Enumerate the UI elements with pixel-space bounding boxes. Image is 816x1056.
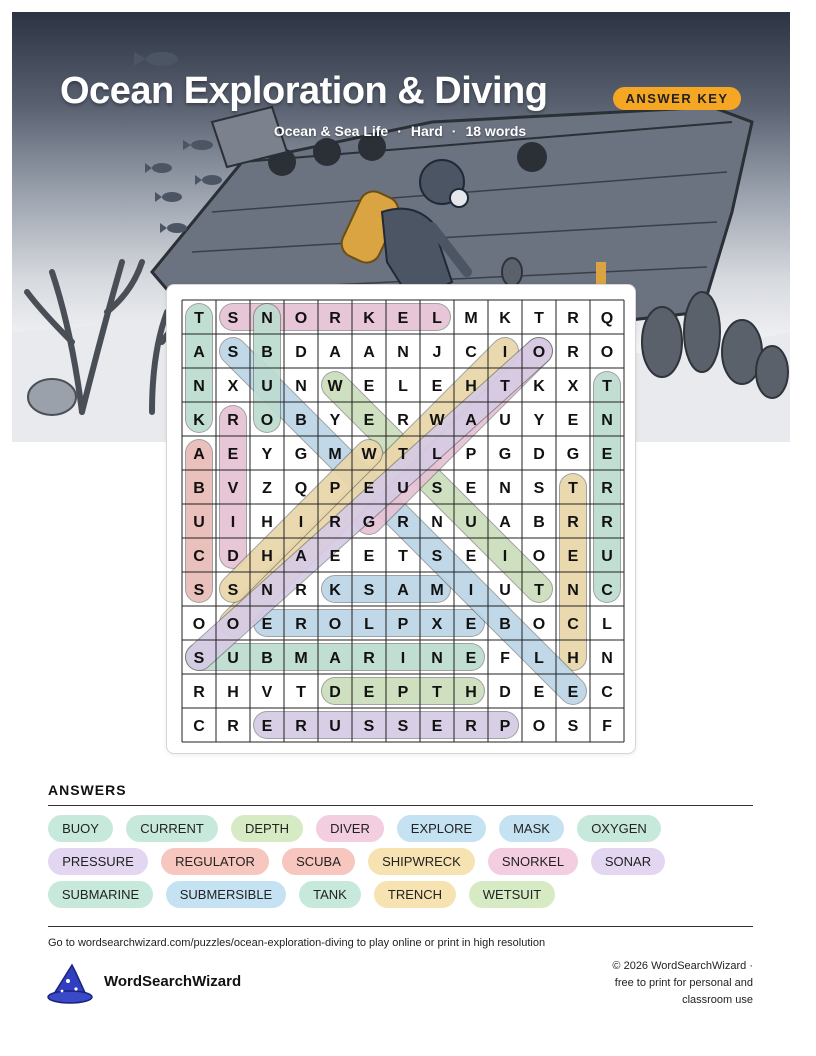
grid-cell-letter: D: [227, 548, 239, 565]
answer-pill-tank: TANK: [299, 881, 361, 908]
grid-cell-letter: I: [298, 514, 304, 531]
grid-cell-letter: M: [328, 446, 342, 463]
grid-cell-letter: K: [499, 310, 511, 327]
difficulty-label: Hard: [410, 123, 443, 139]
grid-cell-letter: B: [295, 412, 307, 429]
grid-cell-letter: R: [227, 412, 239, 429]
answer-pill-scuba: SCUBA: [282, 848, 355, 875]
grid-cell-letter: B: [193, 480, 205, 497]
grid-cell-letter: X: [567, 378, 579, 395]
grid-cell-letter: S: [227, 582, 239, 599]
separator-dot: ·: [451, 123, 457, 139]
grid-cell-letter: H: [227, 684, 239, 701]
wizard-hat-icon: [46, 963, 94, 1005]
answer-pill-explore: EXPLORE: [397, 815, 486, 842]
grid-cell-letter: R: [227, 718, 239, 735]
grid-cell-letter: A: [397, 582, 409, 599]
copyright-line: © 2026 WordSearchWizard ·: [612, 960, 753, 972]
grid-cell-letter: Q: [600, 310, 614, 327]
grid-cell-letter: Z: [262, 480, 272, 497]
puzzle-meta: [0, 123, 800, 139]
grid-cell-letter: C: [567, 616, 579, 633]
grid-cell-letter: F: [602, 718, 612, 735]
grid-cell-letter: M: [294, 650, 308, 667]
answer-pill-mask: MASK: [499, 815, 564, 842]
grid-cell-letter: I: [502, 344, 508, 361]
grid-cell-letter: P: [499, 718, 511, 735]
grid-cell-letter: H: [465, 684, 477, 701]
grid-cell-letter: R: [295, 616, 307, 633]
grid-cell-letter: Q: [294, 480, 308, 497]
grid-cell-letter: N: [397, 344, 409, 361]
grid-cell-letter: O: [532, 616, 546, 633]
grid-cell-letter: G: [498, 446, 512, 463]
grid-cell-letter: B: [499, 616, 511, 633]
answer-key-badge: ANSWER KEY: [613, 87, 741, 110]
word-count-label: 18 words: [465, 123, 527, 139]
grid-cell-letter: A: [295, 548, 307, 565]
copyright-line: classroom use: [682, 994, 753, 1006]
grid-cell-letter: L: [432, 446, 442, 463]
grid-cell-letter: H: [465, 378, 477, 395]
grid-cell-letter: F: [500, 650, 510, 667]
grid-cell-letter: L: [364, 616, 374, 633]
grid-cell-letter: W: [361, 446, 377, 463]
grid-cell-letter: C: [601, 582, 613, 599]
grid-cell-letter: S: [431, 548, 443, 565]
grid-cell-letter: D: [499, 684, 511, 701]
answer-pill-submarine: SUBMARINE: [48, 881, 153, 908]
grid-cell-letter: E: [431, 378, 443, 395]
grid-cell-letter: E: [465, 650, 477, 667]
grid-cell-letter: E: [465, 616, 477, 633]
grid-cell-letter: N: [295, 378, 307, 395]
grid-cell-letter: N: [431, 650, 443, 667]
grid-cell-letter: C: [465, 344, 477, 361]
grid-cell-letter: K: [329, 582, 341, 599]
grid-cell-letter: D: [533, 446, 545, 463]
grid-cell-letter: M: [430, 582, 444, 599]
answer-pill-current: CURRENT: [126, 815, 218, 842]
grid-cell-letter: O: [294, 310, 308, 327]
grid-cell-letter: E: [363, 480, 375, 497]
grid-cell-letter: M: [464, 310, 478, 327]
answer-pill-wetsuit: WETSUIT: [469, 881, 555, 908]
separator-dot: ·: [397, 123, 402, 139]
grid-cell-letter: I: [230, 514, 236, 531]
grid-cell-letter: O: [600, 344, 614, 361]
grid-cell-letter: S: [397, 718, 409, 735]
grid-cell-letter: E: [227, 446, 239, 463]
grid-cell-letter: E: [363, 378, 375, 395]
grid-cell-letter: T: [398, 446, 408, 463]
grid-cell-letter: E: [465, 548, 477, 565]
grid-cell-letter: N: [601, 650, 613, 667]
grid-cell-letter: T: [534, 310, 544, 327]
grid-cell-letter: I: [502, 548, 508, 565]
grid-cell-letter: N: [261, 310, 273, 327]
grid-cell-letter: T: [398, 548, 408, 565]
grid-cell-letter: R: [295, 718, 307, 735]
grid-cell-letter: U: [329, 718, 341, 735]
grid-cell-letter: D: [329, 684, 341, 701]
grid-cell-letter: U: [261, 378, 273, 395]
grid-cell-letter: E: [261, 718, 273, 735]
grid-cell-letter: U: [601, 548, 613, 565]
grid-cell-letter: R: [397, 514, 409, 531]
grid-cell-letter: N: [261, 582, 273, 599]
grid-cell-letter: U: [499, 412, 511, 429]
grid-cell-letter: T: [534, 582, 544, 599]
grid-cell-letter: O: [192, 616, 206, 633]
grid-cell-letter: I: [400, 650, 406, 667]
grid-cell-letter: X: [227, 378, 239, 395]
answer-pill-pressure: PRESSURE: [48, 848, 148, 875]
grid-cell-letter: N: [431, 514, 443, 531]
word-search-grid: [166, 284, 636, 754]
answer-pill-diver: DIVER: [316, 815, 384, 842]
grid-cell-letter: E: [363, 548, 375, 565]
grid-cell-letter: C: [193, 548, 205, 565]
grid-cell-letter: N: [193, 378, 205, 395]
grid-cell-letter: L: [398, 378, 408, 395]
grid-cell-letter: K: [363, 310, 375, 327]
grid-cell-letter: O: [260, 412, 274, 429]
grid-cell-letter: A: [329, 344, 341, 361]
answer-pill-sonar: SONAR: [591, 848, 665, 875]
grid-cell-letter: L: [602, 616, 612, 633]
grid-cell-letter: E: [567, 412, 579, 429]
grid-cell-letter: G: [294, 446, 308, 463]
grid-cell-letter: C: [193, 718, 205, 735]
grid-cell-letter: R: [601, 480, 613, 497]
grid-cell-letter: Y: [329, 412, 341, 429]
grid-cell-letter: T: [568, 480, 578, 497]
grid-cell-letter: K: [193, 412, 205, 429]
grid-cell-letter: S: [533, 480, 545, 497]
grid-cell-letter: U: [465, 514, 477, 531]
page-title: Ocean Exploration & Diving: [60, 70, 548, 112]
grid-cell-letter: A: [363, 344, 375, 361]
grid-cell-letter: G: [362, 514, 376, 531]
grid-cell-letter: S: [567, 718, 579, 735]
grid-cell-letter: E: [533, 684, 545, 701]
answer-pill-buoy: BUOY: [48, 815, 113, 842]
grid-cell-letter: R: [601, 514, 613, 531]
grid-cell-letter: B: [261, 650, 273, 667]
grid-cell-letter: P: [397, 684, 409, 701]
grid-cell-letter: S: [193, 650, 205, 667]
grid-cell-letter: S: [431, 480, 443, 497]
copyright-line: free to print for personal and: [614, 977, 753, 989]
grid-cell-letter: A: [465, 412, 477, 429]
answer-pill-snorkel: SNORKEL: [488, 848, 578, 875]
answer-pill-depth: DEPTH: [231, 815, 303, 842]
category-label: Ocean & Sea Life: [273, 123, 389, 139]
grid-cell-letter: E: [567, 684, 579, 701]
grid-cell-letter: J: [432, 344, 442, 361]
grid-cell-letter: K: [533, 378, 545, 395]
grid-cell-letter: H: [261, 514, 273, 531]
grid-cell-letter: U: [499, 582, 511, 599]
grid-cell-letter: R: [397, 412, 409, 429]
answer-pill-regulator: REGULATOR: [161, 848, 269, 875]
grid-cell-letter: R: [329, 310, 341, 327]
grid-cell-letter: E: [363, 412, 375, 429]
grid-cell-letter: X: [431, 616, 443, 633]
grid-cell-letter: H: [567, 650, 579, 667]
grid-canvas: [167, 285, 635, 753]
grid-cell-letter: U: [193, 514, 205, 531]
grid-cell-letter: S: [193, 582, 205, 599]
grid-cell-letter: E: [465, 480, 477, 497]
divider: [48, 926, 753, 927]
grid-cell-letter: L: [534, 650, 544, 667]
grid-cell-letter: O: [532, 548, 546, 565]
grid-cell-letter: W: [429, 412, 445, 429]
grid-cell-letter: Y: [261, 446, 273, 463]
grid-cell-letter: Y: [533, 412, 545, 429]
grid-cell-letter: E: [431, 718, 443, 735]
grid-cell-letter: P: [465, 446, 477, 463]
grid-cell-letter: A: [193, 446, 205, 463]
grid-cell-letter: O: [532, 344, 546, 361]
grid-cell-letter: T: [194, 310, 204, 327]
grid-cell-letter: S: [363, 582, 375, 599]
grid-cell-letter: L: [432, 310, 442, 327]
grid-cell-letter: P: [329, 480, 341, 497]
grid-cell-letter: S: [363, 718, 375, 735]
grid-cell-letter: N: [567, 582, 579, 599]
grid-cell-letter: H: [261, 548, 273, 565]
grid-cell-letter: I: [468, 582, 474, 599]
grid-cell-letter: C: [601, 684, 613, 701]
grid-cell-letter: U: [227, 650, 239, 667]
copyright-text: [553, 958, 753, 1009]
grid-cell-letter: E: [601, 446, 613, 463]
grid-cell-letter: R: [567, 344, 579, 361]
answer-pill-trench: TRENCH: [374, 881, 456, 908]
grid-cell-letter: B: [261, 344, 273, 361]
grid-cell-letter: V: [261, 684, 273, 701]
grid-cell-letter: O: [328, 616, 342, 633]
divider: [48, 805, 753, 806]
grid-cell-letter: A: [329, 650, 341, 667]
answer-pill-shipwreck: SHIPWRECK: [368, 848, 475, 875]
grid-cell-letter: E: [567, 548, 579, 565]
grid-cell-letter: P: [397, 616, 409, 633]
grid-cell-letter: A: [193, 344, 205, 361]
grid-cell-letter: R: [465, 718, 477, 735]
grid-cell-letter: B: [533, 514, 545, 531]
grid-cell-letter: V: [227, 480, 239, 497]
grid-cell-letter: R: [363, 650, 375, 667]
grid-cell-letter: D: [295, 344, 307, 361]
footer-link-text[interactable]: Go to wordsearchwizard.com/puzzles/ocean-exploration-diving to play online or print in high resolution: [48, 937, 546, 949]
grid-cell-letter: O: [532, 718, 546, 735]
grid-cell-letter: N: [499, 480, 511, 497]
grid-cell-letter: T: [602, 378, 612, 395]
grid-cell-letter: A: [499, 514, 511, 531]
grid-cell-letter: R: [567, 514, 579, 531]
grid-cell-letter: T: [500, 378, 510, 395]
grid-cell-letter: R: [567, 310, 579, 327]
answer-pill-oxygen: OXYGEN: [577, 815, 661, 842]
grid-cell-letter: T: [432, 684, 442, 701]
grid-cell-letter: G: [566, 446, 580, 463]
grid-cell-letter: O: [226, 616, 240, 633]
grid-cell-letter: E: [261, 616, 273, 633]
grid-cell-letter: U: [397, 480, 409, 497]
grid-cell-letter: N: [601, 412, 613, 429]
brand-name: WordSearchWizard: [104, 973, 242, 990]
answers-heading: ANSWERS: [48, 782, 127, 798]
grid-cell-letter: W: [327, 378, 343, 395]
grid-cell-letter: E: [397, 310, 409, 327]
grid-cell-letter: E: [329, 548, 341, 565]
grid-cell-letter: R: [193, 684, 205, 701]
grid-cell-letter: S: [227, 310, 239, 327]
grid-cell-letter: R: [295, 582, 307, 599]
grid-cell-letter: E: [363, 684, 375, 701]
grid-cell-letter: T: [296, 684, 306, 701]
grid-cell-letter: S: [227, 344, 239, 361]
answer-pill-submersible: SUBMERSIBLE: [166, 881, 286, 908]
grid-cell-letter: R: [329, 514, 341, 531]
